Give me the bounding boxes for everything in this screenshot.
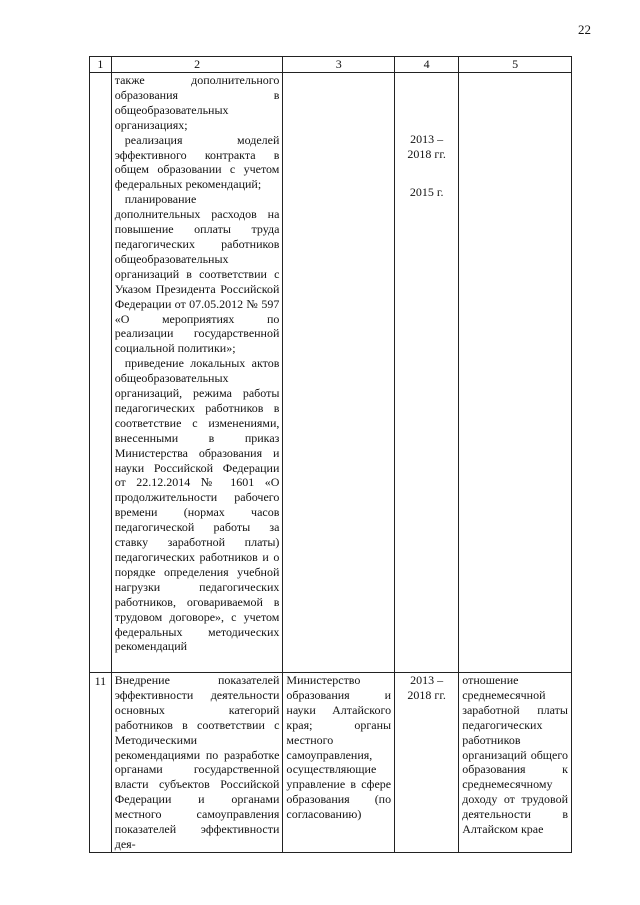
table-row [90,673,572,853]
term-value: 2013 – 2018 гг. [407,673,446,702]
row-number [90,73,112,673]
term-value: 2015 г. [409,185,444,199]
executor-text: Министерство образования и науки Алтайского края; органы местного самоуправления, осуществляющие управление в сфере образования (по согласованию) [286,673,392,822]
measure-paragraph: приведение локальных актов общеобразовательных организаций, режима работы педагогических работников в соответствие с изменениями, внесенными в приказ Министерства образования и науки Российской Федерации от 22.12.2014 № 1601 «О продолжительности рабочего времени (нормах часов педагогической работы за ставку заработной платы) педагогических работников и о порядке определения учебной нагрузки педагогических работников, оговариваемой в трудовом договоре», с учетом федеральных методических рекомендаций [114,356,280,654]
row-number: 11 [90,673,112,853]
term-value: 2013 – 2018 гг. [407,132,446,161]
table-row [90,73,572,673]
measure-cell [111,73,283,673]
executor-cell [283,673,395,853]
measure-paragraph: реализация моделей эффективного контракта в общем образовании с учетом федеральных рекомендаций; [114,132,280,192]
measure-text: Внедрение показателей эффективности деятельности основных категорий работников в соответствии с Методическими рекомендациями по разработке органами государственной власти субъектов Российской Федерации и органами местного самоуправления показателей эффективности дея- [114,673,280,851]
measure-paragraph: планирование дополнительных расходов на повышение оплаты труда педагогических работников общеобразовательных организаций в соответствии с Указом Президента Российской Федерации от 07.05.2012 № 597 «О мероприятиях по реализации государственной социальной политики»; [114,192,280,356]
result-cell [459,673,572,853]
result-text: отношение среднемесячной заработной платы педагогических работников организаций общего образования к среднемесячному доходу от трудовой деятельности в Алтайском крае [462,673,568,837]
column-header-1: 1 [90,57,112,73]
measures-table [89,56,572,853]
measure-cell [111,673,283,853]
column-header-4: 4 [395,57,459,73]
measure-paragraph: также дополнительного образования в общеобразовательных организациях; [114,73,280,132]
result-cell [459,73,572,673]
page-number: 22 [578,22,591,37]
column-header-2: 2 [111,57,283,73]
column-header-3: 3 [283,57,395,73]
column-header-5: 5 [459,57,572,73]
term-cell [395,673,459,853]
executor-cell [283,73,395,673]
term-cell [395,73,459,673]
table-header-row [90,57,572,73]
